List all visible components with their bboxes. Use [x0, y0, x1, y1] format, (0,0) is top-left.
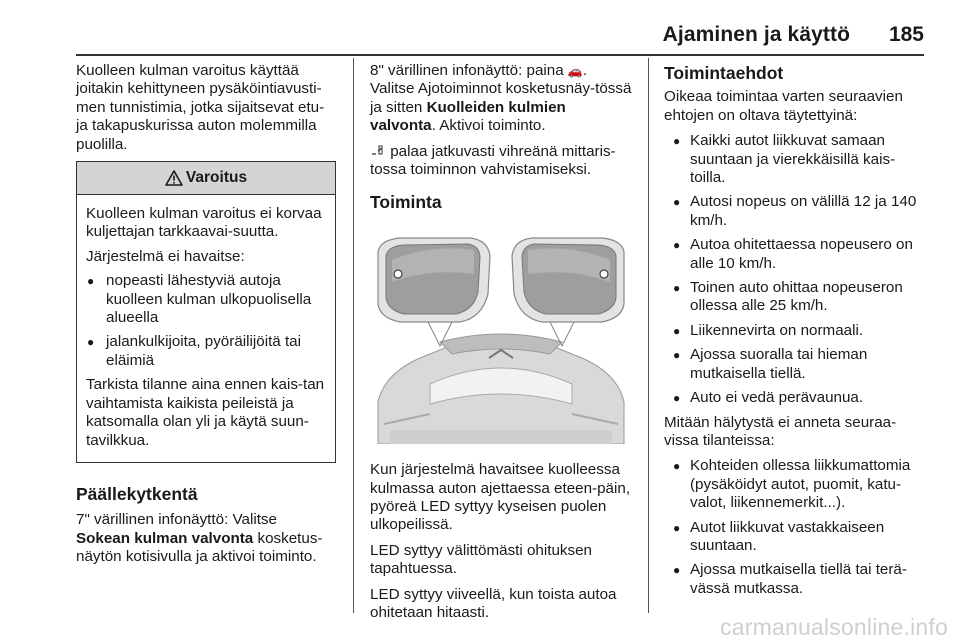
- list-item: ● Liikennevirta on normaali.: [664, 322, 928, 340]
- blind-spot-indicator-icon: [370, 145, 386, 157]
- warning-title: Varoitus: [185, 168, 248, 186]
- list-item: ● Autot liikkuvat vastakkaiseen suuntaan.: [664, 519, 928, 556]
- car-rear-image: [378, 334, 624, 444]
- warning-body: [77, 195, 335, 462]
- function-paragraph: Kun järjestelmä havaitsee kuolleessa kulmassa auton ajettaessa eteen-päin, pyöreä LED syttyy kyseisen puolen ulkopeilissä.: [370, 461, 631, 534]
- text-span: . Valitse Ajotoiminnot kosketusnäy-tössä ja sitten: [370, 62, 632, 116]
- no-alert-list: [664, 457, 928, 598]
- list-item: ● Ajossa suoralla tai hieman mutkaisella tiellä.: [664, 346, 928, 383]
- activation-paragraph: [76, 511, 338, 566]
- text-span: 8" värillinen infonäyttö: paina: [370, 62, 568, 79]
- column-divider: [353, 58, 354, 613]
- text-span: . Aktivoi toiminto.: [431, 117, 546, 135]
- section-heading: Päällekytkentä: [76, 483, 198, 504]
- car-icon: 🚗: [567, 64, 583, 78]
- column-divider: [648, 58, 649, 613]
- conditions-list: [664, 132, 928, 407]
- list-item: ● Ajossa mutkaisella tiellä tai terä-vässä mutkassa.: [664, 561, 928, 598]
- list-item: ● Toinen auto ohittaa nopeuseron ollessa alle 25 km/h.: [664, 279, 928, 316]
- warning-header: [77, 162, 335, 195]
- text-span: palaa jatkuvasti vihreänä mittaris-tossa toiminnon vahvistamiseksi.: [370, 142, 616, 179]
- section-heading: Toimintaehdot: [664, 63, 784, 83]
- warning-triangle-icon: [165, 170, 183, 186]
- infotainment-paragraph: [370, 62, 634, 136]
- led-indicator: [394, 270, 402, 278]
- intro-paragraph: Kuolleen kulman varoitus käyttää joitakin kehittyneen pysäköintiavusti-men tunnistimia, jotka sijaitsevat etu- ja takapuskurissa auton molemmilla puolilla.: [76, 62, 325, 153]
- function-paragraph: LED syttyy välittömästi ohituksen tapahtuessa.: [370, 541, 592, 578]
- watermark: carmanualsonline.info: [720, 614, 948, 640]
- column-1: [76, 62, 338, 574]
- led-indicator: [600, 270, 608, 278]
- menu-name: Kuolleiden kulmien valvonta: [370, 98, 566, 135]
- section-heading: Toiminta: [370, 192, 442, 213]
- list-item: ● nopeasti lähestyviä autoja kuolleen kulman ulkopuolisella alueella: [86, 272, 327, 327]
- column-3: [664, 62, 928, 604]
- list-item: ● Autoa ohitettaessa nopeusero on alle 10 km/h.: [664, 236, 928, 273]
- text-span: 7" värillinen infonäyttö: Valitse: [76, 511, 277, 529]
- conditions-intro: Oikeaa toimintaa varten seuraavien ehtojen on oltava täytettyinä:: [664, 88, 903, 124]
- no-alert-intro: Mitään hälytystä ei anneta seuraa-vissa tilanteissa:: [664, 413, 897, 449]
- header-rule: [76, 54, 924, 56]
- warning-text: Kuolleen kulman varoitus ei korvaa kuljettajan tarkkaavai-suutta.: [86, 205, 322, 241]
- list-item: ● jalankulkijoita, pyöräilijöitä tai eläimiä: [86, 333, 327, 370]
- function-paragraph: LED syttyy viiveellä, kun toista autoa ohitetaan hitaasti.: [370, 585, 617, 622]
- list-item: ● Kohteiden ollessa liikkumattomia (pysäköidyt autot, puomit, katu-valot, liikennemerkit...).: [664, 457, 928, 512]
- list-item: ● Autosi nopeus on välillä 12 ja 140 km/h.: [664, 193, 928, 230]
- page-title: Ajaminen ja käyttö: [662, 23, 850, 46]
- column-2: [370, 62, 634, 630]
- warning-text: Järjestelmä ei havaitse:: [86, 247, 245, 265]
- warning-list: [86, 272, 327, 370]
- page-header: [0, 0, 960, 52]
- right-mirror: [512, 238, 624, 322]
- page-number: 185: [888, 23, 924, 46]
- list-item: ● Kaikki autot liikkuvat samaan suuntaan ja vierekkäisillä kais-toilla.: [664, 132, 928, 187]
- menu-name: Sokean kulman valvonta: [76, 529, 254, 547]
- warning-box: [76, 161, 336, 463]
- warning-text: Tarkista tilanne aina ennen kais-tan vaihtamista kaikista peileistä ja katsomalla olan yli ja käytä suun-tavilkkua.: [86, 376, 325, 449]
- list-item: ● Auto ei vedä perävaunua.: [664, 389, 928, 407]
- left-mirror: [378, 238, 490, 322]
- text-span: kosketus-näytön kotisivulla ja aktivoi toiminto.: [76, 529, 323, 566]
- indicator-paragraph: [370, 143, 634, 180]
- mirror-illustration: [370, 234, 632, 444]
